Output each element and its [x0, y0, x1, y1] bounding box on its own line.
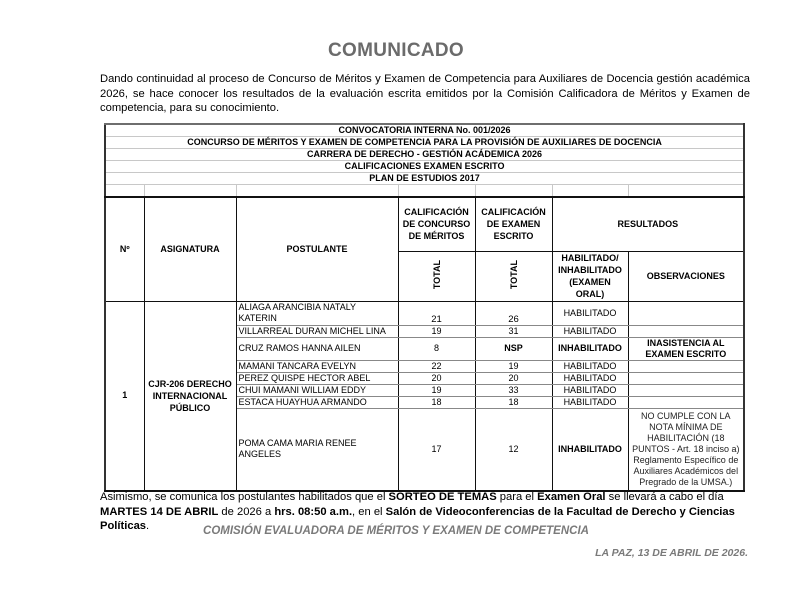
- escrito-score: NSP: [475, 337, 552, 360]
- meritos-score: 19: [398, 384, 475, 396]
- closing-text: Asimismo, se comunica los postulantes habilitados que el: [100, 491, 389, 503]
- document-title: COMUNICADO: [328, 40, 464, 61]
- place-date: LA PAZ, 13 DE ABRIL DE 2026.: [595, 547, 748, 559]
- closing-text: se llevará a cabo el día: [605, 491, 724, 503]
- closing-bold-venue: Salón de Videoconferencias de la Facultad de Derecho y Ciencias Políticas: [100, 505, 735, 532]
- postulante-name: ALIAGA ARANCIBIA NATALY KATERIN: [236, 301, 398, 325]
- escrito-score: 20: [475, 372, 552, 384]
- closing-bold-date: MARTES 14 DE ABRIL: [100, 505, 219, 518]
- col-header-no: Nº: [105, 197, 144, 301]
- resultado-status: INHABILITADO: [552, 408, 628, 491]
- resultado-status: HABILITADO: [552, 301, 628, 325]
- results-table-container: [104, 123, 743, 492]
- table-row: [105, 301, 744, 325]
- col-header-total-meritos: TOTAL: [431, 259, 442, 290]
- escrito-score: 19: [475, 360, 552, 372]
- header-line-plan: PLAN DE ESTUDIOS 2017: [105, 173, 744, 185]
- observacion: [628, 325, 744, 337]
- results-table: [104, 123, 745, 492]
- meritos-score: 21: [398, 301, 475, 325]
- meritos-score: 8: [398, 337, 475, 360]
- observacion: [628, 360, 744, 372]
- meritos-score: 18: [398, 396, 475, 408]
- intro-paragraph: Dando continuidad al proceso de Concurso de Méritos y Examen de Competencia para Auxiliares de Docencia gestión académica 2026, se hace conocer los resultados de la evaluación escrita emitidos por la Comisión Calificadora de Méritos y Examen de competencia, para su conocimiento.: [100, 73, 750, 114]
- escrito-score: 31: [475, 325, 552, 337]
- header-line-concurso: CONCURSO DE MÉRITOS Y EXAMEN DE COMPETENCIA PARA LA PROVISIÓN DE AUXILIARES DE DOCENCIA: [105, 137, 744, 149]
- escrito-score: 33: [475, 384, 552, 396]
- col-header-observaciones: OBSERVACIONES: [628, 251, 744, 301]
- resultado-status: HABILITADO: [552, 325, 628, 337]
- header-line-calificaciones: CALIFICACIONES EXAMEN ESCRITO: [105, 161, 744, 173]
- observacion: [628, 372, 744, 384]
- closing-text: para el: [496, 491, 538, 503]
- observacion: INASISTENCIA AL EXAMEN ESCRITO: [628, 337, 744, 360]
- resultado-status: HABILITADO: [552, 396, 628, 408]
- group-number: 1: [105, 301, 144, 491]
- col-header-habilitado: HABILITADO/ INHABILITADO (EXAMEN ORAL): [552, 251, 628, 301]
- closing-text: , en el: [352, 505, 386, 518]
- postulante-name: CHUI MAMANI WILLIAM EDDY: [236, 384, 398, 396]
- escrito-score: 12: [475, 408, 552, 491]
- col-header-postulante: POSTULANTE: [236, 197, 398, 301]
- closing-text: de 2026 a: [218, 505, 275, 518]
- resultado-status: HABILITADO: [552, 360, 628, 372]
- postulante-name: CRUZ RAMOS HANNA AILEN: [236, 337, 398, 360]
- resultado-status: HABILITADO: [552, 384, 628, 396]
- observacion: [628, 396, 744, 408]
- postulante-name: ESTACA HUAYHUA ARMANDO: [236, 396, 398, 408]
- meritos-score: 17: [398, 408, 475, 491]
- escrito-score: 26: [475, 301, 552, 325]
- closing-bold-sorteo: SORTEO DE TEMAS: [388, 491, 497, 503]
- observacion: NO CUMPLE CON LA NOTA MÍNIMA DE HABILITACIÓN (18 PUNTOS - Art. 18 inciso a) Reglamento Específico de Auxiliares Académicos del Pregrado de la UMSA.): [628, 408, 744, 491]
- postulante-name: MAMANI TANCARA EVELYN: [236, 360, 398, 372]
- commission-signature: COMISIÓN EVALUADORA DE MÉRITOS Y EXAMEN DE COMPETENCIA: [203, 525, 589, 537]
- spacer-row: [105, 185, 744, 198]
- closing-text: .: [146, 520, 150, 532]
- col-header-asignatura: ASIGNATURA: [144, 197, 236, 301]
- observacion: [628, 301, 744, 325]
- header-line-carrera: CARRERA DE DERECHO - GESTIÓN ACÁDEMICA 2026: [105, 149, 744, 161]
- closing-bold-time: hrs. 08:50 a.m.: [274, 505, 353, 518]
- escrito-score: 18: [475, 396, 552, 408]
- meritos-score: 19: [398, 325, 475, 337]
- meritos-score: 22: [398, 360, 475, 372]
- header-line-convocatoria: CONVOCATORIA INTERNA No. 001/2026: [105, 124, 744, 137]
- postulante-name: POMA CAMA MARIA RENEE ANGELES: [236, 408, 398, 491]
- observacion: [628, 384, 744, 396]
- postulante-name: PEREZ QUISPE HECTOR ABEL: [236, 372, 398, 384]
- meritos-score: 20: [398, 372, 475, 384]
- col-header-total-escrito: TOTAL: [508, 259, 519, 290]
- resultado-status: HABILITADO: [552, 372, 628, 384]
- group-asignatura: CJR-206 DERECHO INTERNACIONAL PÚBLICO: [144, 301, 236, 491]
- col-header-escrito: CALIFICACIÓN DE EXAMEN ESCRITO: [475, 197, 552, 251]
- resultado-status: INHABILITADO: [552, 337, 628, 360]
- col-header-meritos: CALIFICACIÓN DE CONCURSO DE MÉRITOS: [398, 197, 475, 251]
- postulante-name: VILLARREAL DURAN MICHEL LINA: [236, 325, 398, 337]
- col-header-resultados: RESULTADOS: [552, 197, 744, 251]
- closing-bold-examen-oral: Examen Oral: [537, 491, 606, 503]
